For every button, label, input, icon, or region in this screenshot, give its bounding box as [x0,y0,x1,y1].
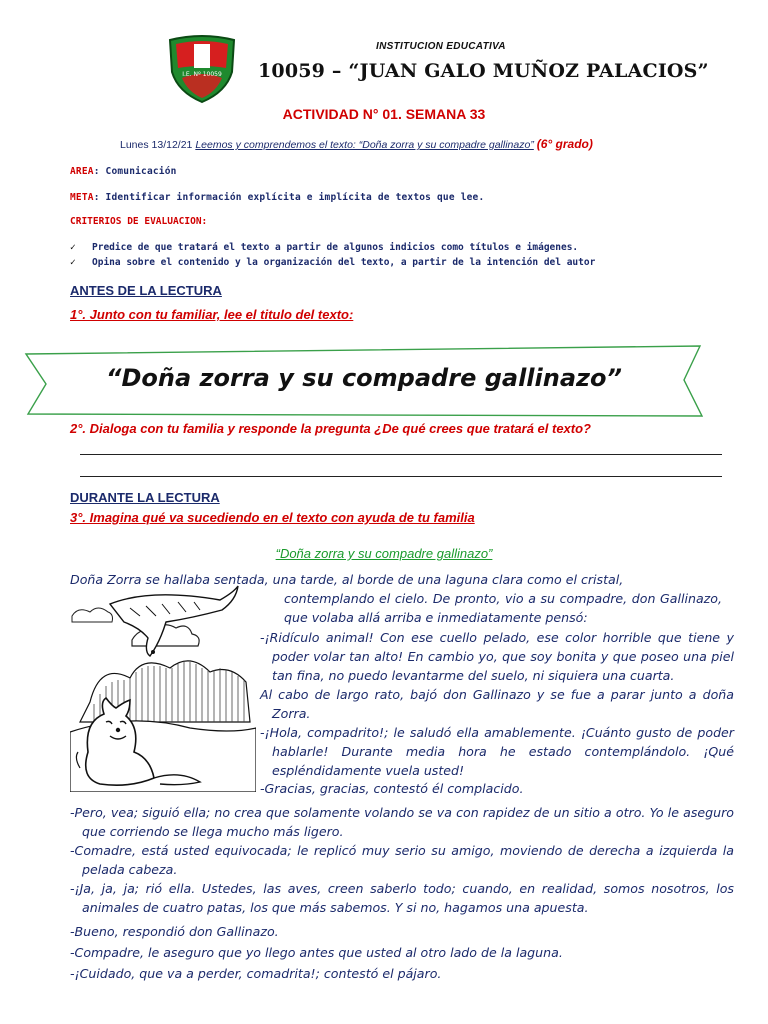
story-paragraph-6: -Pero, vea; siguió ella; no crea que solamente volando se va con rapidez de un sitio a otro. Yo le aseguro que corriendo se llega mucho más ligero. [70,805,734,839]
meta-value: : Identificar información explícita e implícita de textos que lee. [93,192,485,203]
school-crest-logo [166,34,238,104]
institution-label: INSTITUCION EDUCATIVA [376,41,506,52]
activity-title: ACTIVIDAD N° 01. SEMANA 33 [282,106,486,122]
durante-heading: DURANTE LA LECTURA [70,490,220,505]
story-paragraph-1-line1: Doña Zorra se hallaba sentada, una tarde, al borde de una laguna clara como el cristal, [70,572,624,587]
school-name: 10059 – “JUAN GALO MUÑOZ PALACIOS” [258,60,709,82]
criteria-title: CRITERIOS DE EVALUACION: [70,216,208,227]
meta-line [70,192,484,203]
checkmark-icon: ✓ [70,257,76,268]
story-paragraph-5: -Gracias, gracias, contestó él complacido. [260,781,524,796]
area-line [70,166,177,177]
story-paragraph-3: Al cabo de largo rato, bajó don Gallinazo y se fue a parar junto a doña Zorra. [260,687,734,721]
story-paragraph-10: -Compadre, le aseguro que yo llego antes que usted al otro lado de la laguna. [70,945,563,960]
date: Lunes 13/12/21 [120,139,193,151]
area-key: AREA [70,166,94,177]
grade-open: ( [536,137,541,151]
story-paragraph-1-rest: contemplando el cielo. De pronto, vio a su compadre, don Gallinazo, que volaba allá arriba e inmediatamente pensó: [284,591,722,625]
story-paragraph-4: -¡Hola, compadrito!; le saludó ella amablemente. ¡Cuánto gusto de poder hablarle! Durante media hora he estado contemplándolo. ¡Qué espléndidamente vuela usted! [260,725,734,778]
step-3: 3°. Imagina qué va sucediendo en el texto con ayuda de tu familia [70,510,475,525]
area-value: : Comunicación [93,166,177,177]
story-paragraph-9: -Bueno, respondió don Gallinazo. [70,924,279,939]
step-2: 2°. Dialoga con tu familia y responde la pregunta ¿De qué crees que tratará el texto? [70,421,592,436]
banner-title: “Doña zorra y su compadre gallinazo” [106,364,622,392]
criteria-item: ✓ Predice de que tratará el texto a partir de algunos indicios como títulos e imágenes. [70,242,579,253]
checkmark-icon: ✓ [70,242,76,253]
meta-key: META [70,192,94,203]
story-paragraph-11: -¡Cuidado, que va a perder, comadrita!; contestó el pájaro. [70,966,442,981]
story-paragraph-8: -¡Ja, ja, ja; rió ella. Ustedes, las aves, creen saberlo todo; cuando, en realidad, somos nosotros, los animales de cuatro patas, los que más sabemos. Y si no, hagamos una apuesta. [70,881,734,915]
criteria-item: ✓ Opina sobre el contenido y la organización del texto, a partir de la intención del autor [70,257,596,268]
answer-line[interactable] [80,476,722,477]
story-paragraph-2: -¡Ridículo animal! Con ese cuello pelado, ese color horrible que tiene y poder volar tan alto! En cambio yo, que soy bonita y que poseo una piel tan fina, no puedo levantarme del suelo, ni siquiera una cuarta. [260,630,734,683]
grade: 6° grado [540,137,589,151]
fox-and-vulture-illustration [70,582,256,792]
story-paragraph-7: -Comadre, está usted equivocada; le replicó muy serio su amigo, moviendo de derecha a izquierda la pelada cabeza. [70,843,734,877]
logo-text: I.E. Nº 10059 [182,71,222,78]
step-1: 1°. Junto con tu familiar, lee el titulo del texto: [70,307,354,322]
grade-close: ) [588,137,593,151]
antes-heading: ANTES DE LA LECTURA [70,283,222,298]
text-title: Leemos y comprendemos el texto: “Doña zorra y su compadre gallinazo” [195,139,534,151]
answer-line[interactable] [80,454,722,455]
story-title: “Doña zorra y su compadre gallinazo” [275,546,493,561]
date-line [120,137,593,151]
